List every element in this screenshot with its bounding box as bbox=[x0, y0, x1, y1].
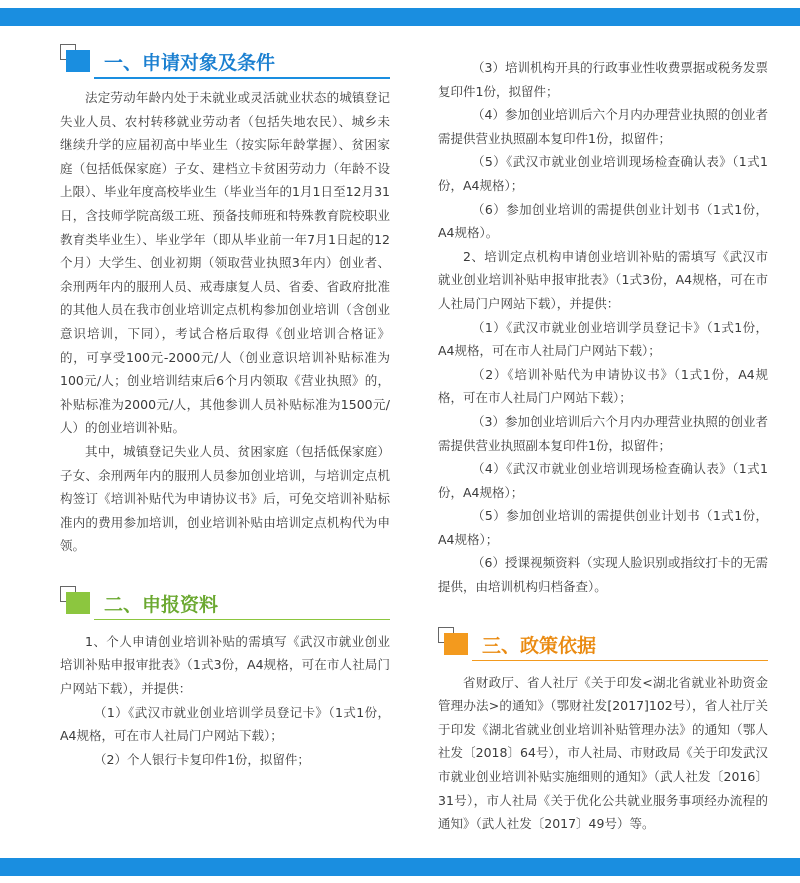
list-item: （3）培训机构开具的行政事业性收费票据或税务发票复印件1份，拟留件； bbox=[438, 60, 768, 99]
list-item: （5）《武汉市就业创业培训现场检查确认表》（1式1份，A4规格）； bbox=[438, 154, 768, 193]
list-item: （2）个人银行卡复印件1份，拟留件； bbox=[94, 751, 310, 767]
list-item: （3）参加创业培训后六个月内办理营业执照的创业者需提供营业执照副本复印件1份，拟留件； bbox=[438, 413, 768, 453]
header-rule bbox=[472, 660, 768, 662]
left-column bbox=[60, 30, 390, 771]
paragraph: 法定劳动年龄内处于未就业或灵活就业状态的城镇登记失业人员、农村转移就业劳动者（包括失地农民）、城乡未继续升学的应届初高中毕业生（按实际年龄掌握）、贫困家庭（包括低保家庭）子女、建档立卡贫困劳动力（年龄不设上限）、毕业年度高校毕业生（毕业当年的1月1日至12月31日，含技师学院高级工班、预备技师班和特殊教育院校职业教育类毕业生）、毕业学年（即从毕业前一年7月1日起的12个月）大学生、创业初期（领取营业执照3年内）创业者、余刑两年内的服刑人员、戒毒康复人员、省委、省政府批准的其他人员在我市创业培训定点机构参加创业培训（含创业意识培训，下同），考试合格后取得《创业培训合格证》的，可享受100元-2000元/人（创业意识培训补贴标准为100元/人；创业培训结束后6个月内领取《营业执照》的，补贴标准为2000元/人，其他参训人员补贴标准为1500元/人）的创业培训补贴。 bbox=[60, 90, 390, 436]
section-header-materials bbox=[60, 572, 390, 620]
paragraph: 2、培训定点机构申请创业培训补贴的需填写《武汉市就业创业培训补贴申报审批表》（1式3份，A4规格，可在市人社局门户网站下载），并提供： bbox=[438, 248, 768, 311]
header-square-fill-icon bbox=[66, 50, 90, 72]
header-square-fill-icon bbox=[66, 592, 90, 614]
top-banner-stripe bbox=[0, 8, 800, 26]
paragraph: 省财政厅、省人社厅《关于印发<湖北省就业补助资金管理办法>的通知》（鄂财社发[2017]102号），省人社厅关于印发《湖北省就业创业培训补贴管理办法》的通知（鄂人社发〔2018〕64号），市人社局、市财政局《关于印发武汉市就业创业培训补贴实施细则的通知》（武人社发〔2016〕31号），市人社局《关于优化公共就业服务事项经办流程的通知》（武人社发〔2017〕49号）等。 bbox=[438, 674, 768, 832]
list-item: （4）《武汉市就业创业培训现场检查确认表》（1式1份，A4规格）； bbox=[438, 461, 768, 500]
section-title: 二、申报资料 bbox=[104, 593, 219, 616]
right-column bbox=[438, 56, 768, 836]
header-rule bbox=[94, 77, 390, 79]
list-item: （6）授课视频资料（实现人脸识别或指纹打卡的无需提供，由培训机构归档备查）。 bbox=[438, 555, 768, 595]
header-square-fill-icon bbox=[444, 633, 468, 655]
list-item: （4）参加创业培训后六个月内办理营业执照的创业者需提供营业执照副本复印件1份，拟留件； bbox=[438, 107, 768, 146]
section-header-policy-basis bbox=[438, 613, 768, 661]
list-item: （1）《武汉市就业创业培训学员登记卡》（1式1份，A4规格，可在市人社局门户网站下载）； bbox=[60, 704, 390, 744]
section-title: 三、政策依据 bbox=[482, 634, 597, 657]
paragraph: 1、个人申请创业培训补贴的需填写《武汉市就业创业培训补贴申报审批表》（1式3份，A4规格，可在市人社局门户网站下载），并提供： bbox=[60, 633, 390, 697]
section-header-eligibility bbox=[60, 30, 390, 78]
header-rule bbox=[94, 619, 390, 621]
section-title: 一、申请对象及条件 bbox=[104, 52, 276, 74]
list-item: （2）《培训补贴代为申请协议书》（1式1份，A4规格，可在市人社局门户网站下载）； bbox=[438, 366, 768, 406]
list-item: （6）参加创业培训的需提供创业计划书（1式1份，A4规格）。 bbox=[438, 201, 768, 241]
list-item: （5）参加创业培训的需提供创业计划书（1式1份，A4规格）； bbox=[438, 508, 768, 547]
bottom-banner-stripe bbox=[0, 858, 800, 876]
list-item: （1）《武汉市就业创业培训学员登记卡》（1式1份，A4规格，可在市人社局门户网站下载）； bbox=[438, 319, 768, 359]
paragraph: 其中，城镇登记失业人员、贫困家庭（包括低保家庭）子女、余刑两年内的服刑人员参加创业培训，与培训定点机构签订《培训补贴代为申请协议书》后，可免交培训补贴标准内的费用参加培训，创业培训补贴由培训定点机构代为申领。 bbox=[60, 443, 390, 554]
